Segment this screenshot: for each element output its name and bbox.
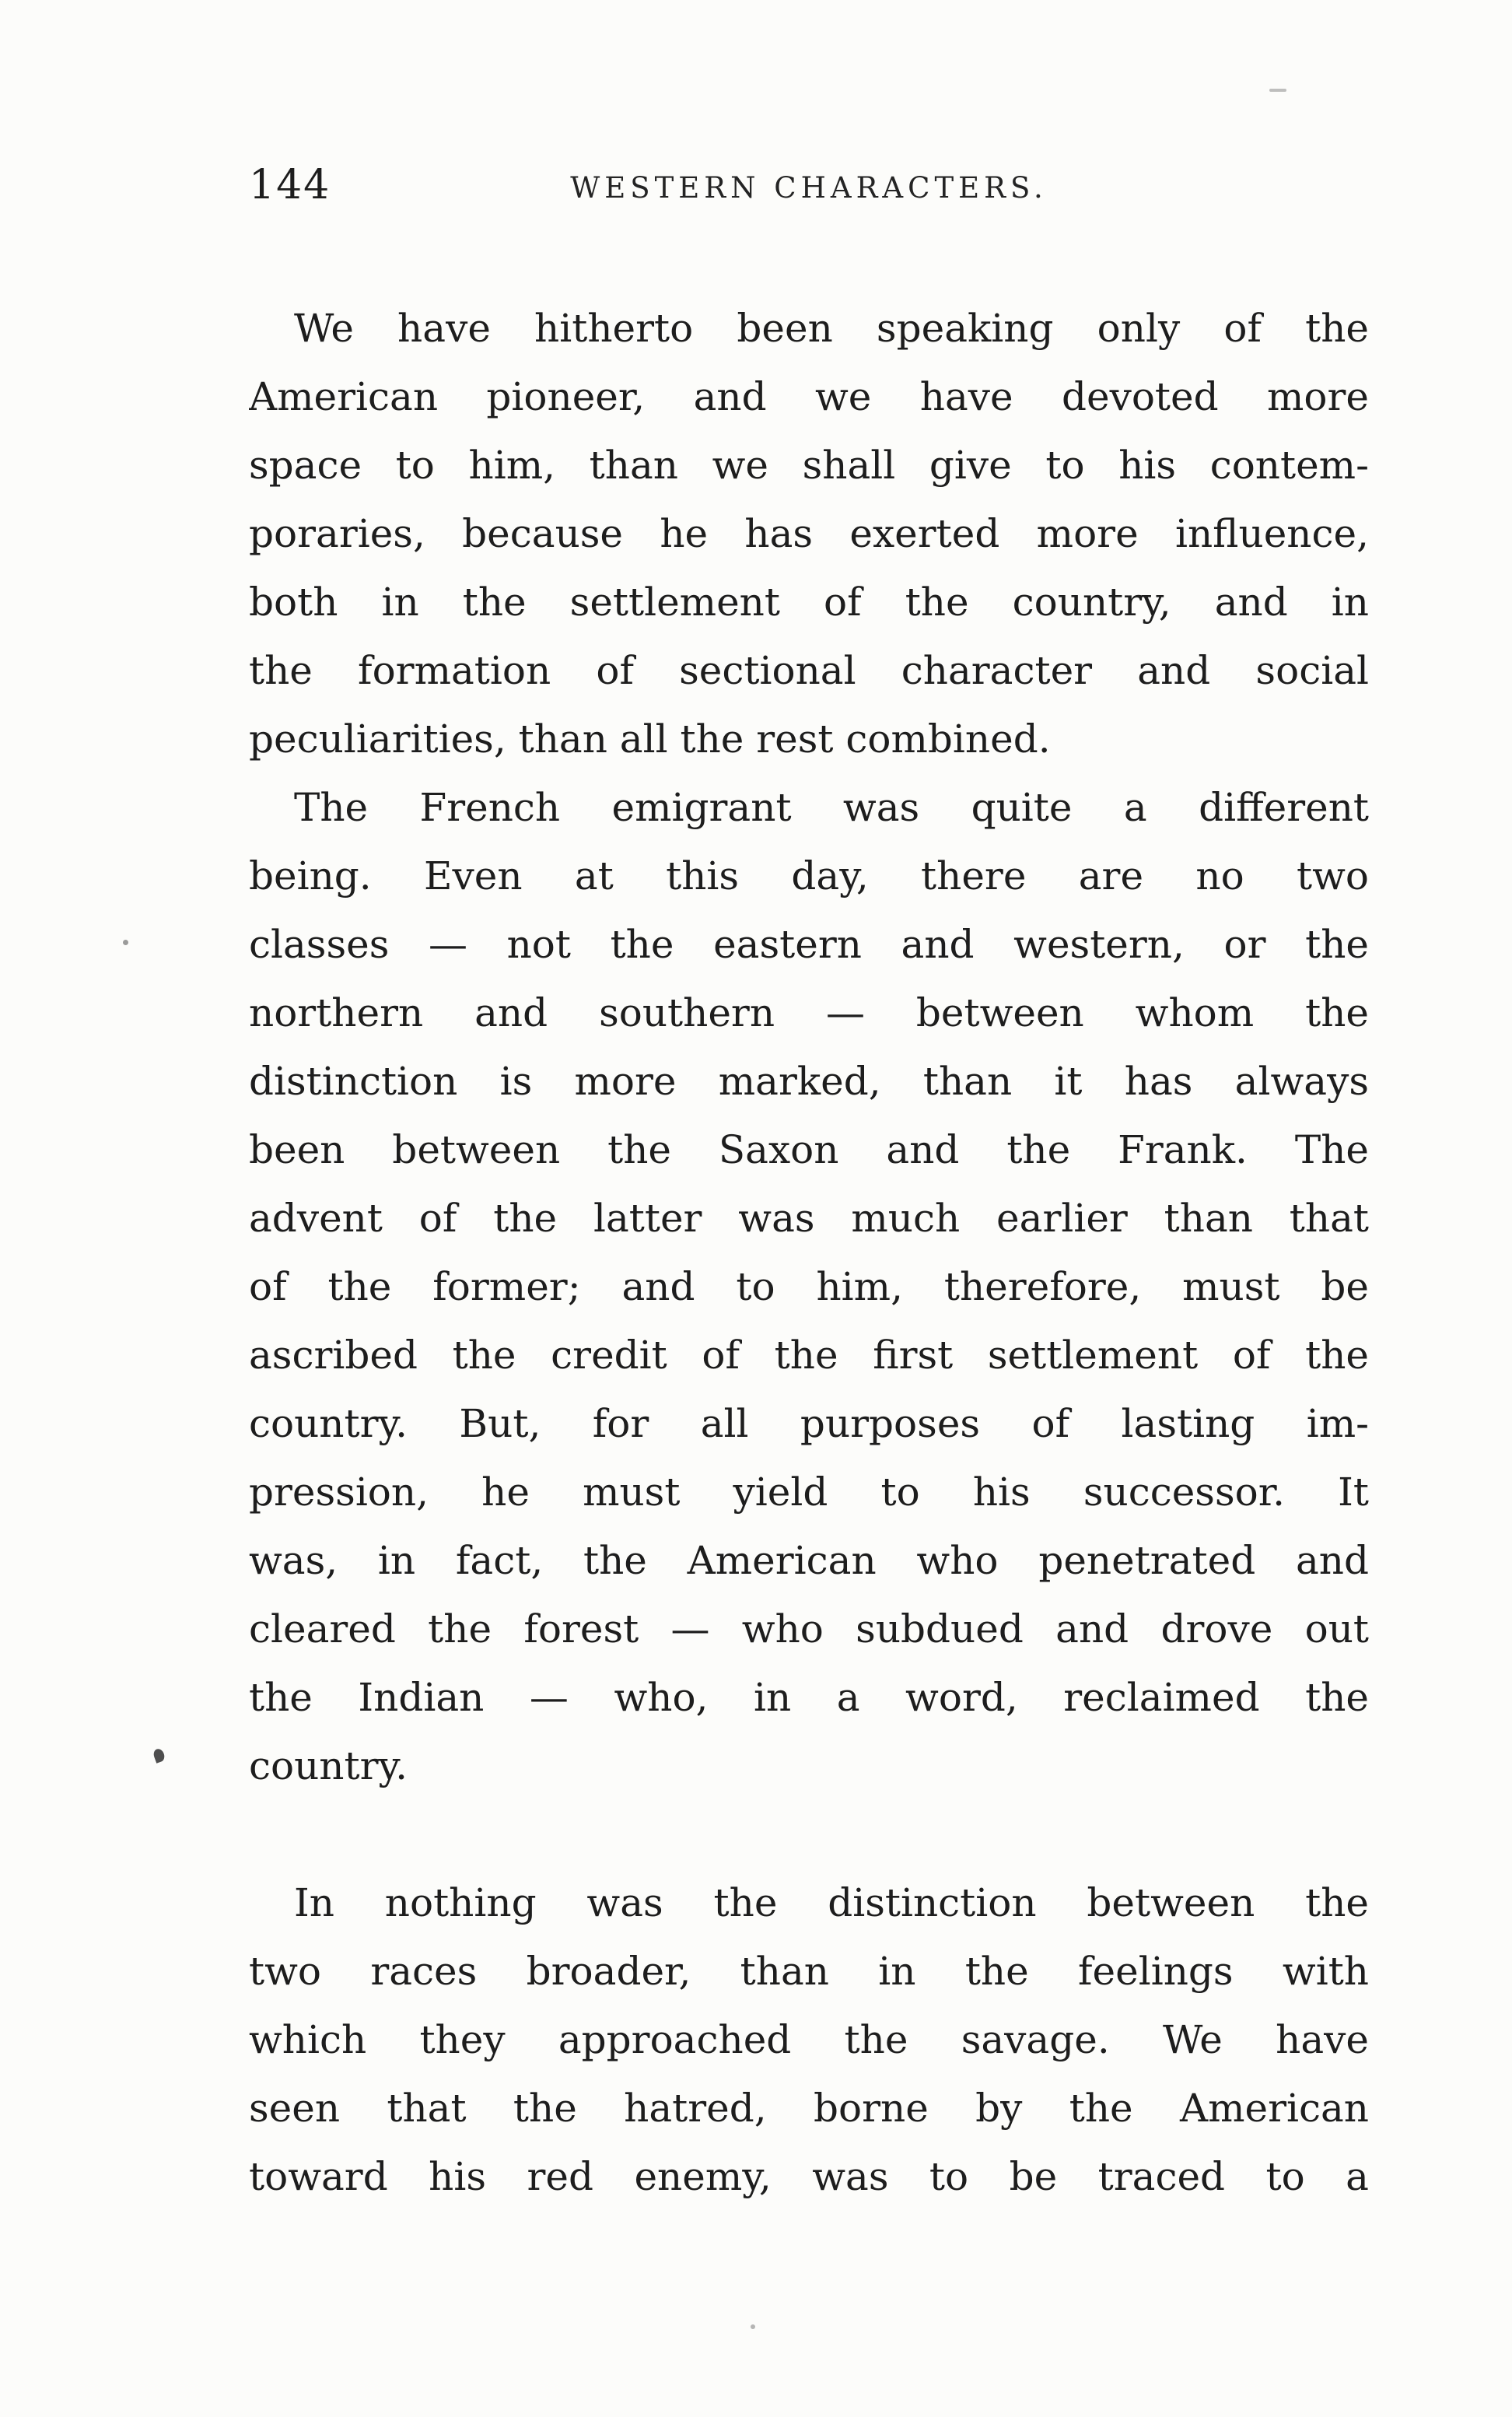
paragraph xyxy=(249,1869,1369,2211)
text-line: space to him, than we shall give to his contem- xyxy=(249,443,1369,488)
text-line: advent of the latter was much earlier than that xyxy=(249,1196,1369,1241)
text-line: was, in fact, the American who penetrated and xyxy=(249,1538,1369,1583)
running-head-title: WESTERN CHARACTERS. xyxy=(570,171,1048,205)
text-line: classes — not the eastern and western, or the xyxy=(249,922,1369,967)
text-line: which they approached the savage. We have xyxy=(249,2017,1369,2062)
text-line: ascribed the credit of the first settlement of the xyxy=(249,1333,1369,1378)
text-line: peculiarities, than all the rest combined. xyxy=(249,716,1051,762)
text-line: both in the settlement of the country, and in xyxy=(249,580,1369,625)
text-line: We have hitherto been speaking only of the xyxy=(294,306,1369,351)
text-line: of the former; and to him, therefore, must be xyxy=(249,1264,1369,1309)
paragraph xyxy=(249,294,1369,773)
page-number: 144 xyxy=(249,162,331,208)
text-line: distinction is more marked, than it has always xyxy=(249,1059,1369,1104)
text-line: two races broader, than in the feelings with xyxy=(249,1949,1369,1994)
scan-artifact xyxy=(751,2324,755,2329)
text-line: northern and southern — between whom the xyxy=(249,990,1369,1035)
text-line: poraries, because he has exerted more influence, xyxy=(249,511,1369,556)
text-line: The French emigrant was quite a different xyxy=(294,785,1369,830)
text-line: toward his red enemy, was to be traced to a xyxy=(249,2154,1369,2199)
text-line: country. xyxy=(249,1743,408,1788)
paragraph xyxy=(249,773,1369,1800)
text-line: pression, he must yield to his successor. It xyxy=(249,1469,1369,1515)
text-line: being. Even at this day, there are no two xyxy=(249,853,1369,898)
text-line: cleared the forest — who subdued and drove out xyxy=(249,1606,1369,1652)
text-line: In nothing was the distinction between the xyxy=(294,1880,1369,1925)
text-line: the Indian — who, in a word, reclaimed the xyxy=(249,1675,1369,1720)
scan-artifact xyxy=(1269,89,1286,92)
scan-artifact xyxy=(152,1747,166,1763)
text-line: seen that the hatred, borne by the American xyxy=(249,2086,1369,2131)
scan-artifact xyxy=(123,940,128,945)
text-line: country. But, for all purposes of lasting im- xyxy=(249,1401,1369,1446)
body-text xyxy=(249,294,1369,2211)
text-line: American pioneer, and we have devoted more xyxy=(249,374,1369,419)
text-line: been between the Saxon and the Frank. The xyxy=(249,1127,1369,1172)
page-header xyxy=(249,162,1369,216)
text-line: the formation of sectional character and social xyxy=(249,648,1369,693)
